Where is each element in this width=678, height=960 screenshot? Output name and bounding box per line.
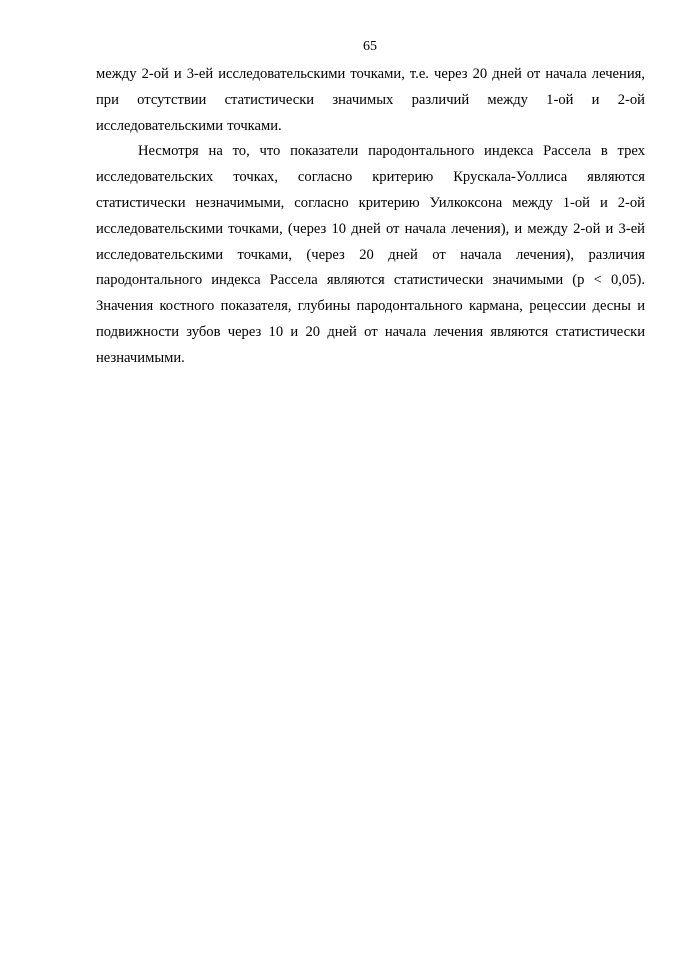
body-text [96, 62, 645, 372]
paragraph-russell-index: Несмотря на то, что показатели пародонтального индекса Рассела в трех исследовательских точках, согласно критерию Крускала-Уоллиса являются статистически незначимыми, согласно критерию Уилкоксона между 1-ой и 2-ой исследовательскими точками, (через 10 дней от начала лечения), и между 2-ой и 3-ей исследовательскими точками, (через 20 дней от начала лечения), различия пародонтального индекса Рассела являются статистически значимыми (p < 0,05). Значения костного показателя, глубины пародонтального кармана, рецессии десны и подвижности зубов через 10 и 20 дней от начала лечения являются статистически незначимыми. [96, 143, 645, 366]
paragraph-continuation: между 2-ой и 3-ей исследовательскими точками, т.е. через 20 дней от начала лечения, при отсутствии статистически значимых различий между 1-ой и 2-ой исследовательскими точками. [96, 66, 645, 134]
page-number: 65 [363, 39, 377, 54]
